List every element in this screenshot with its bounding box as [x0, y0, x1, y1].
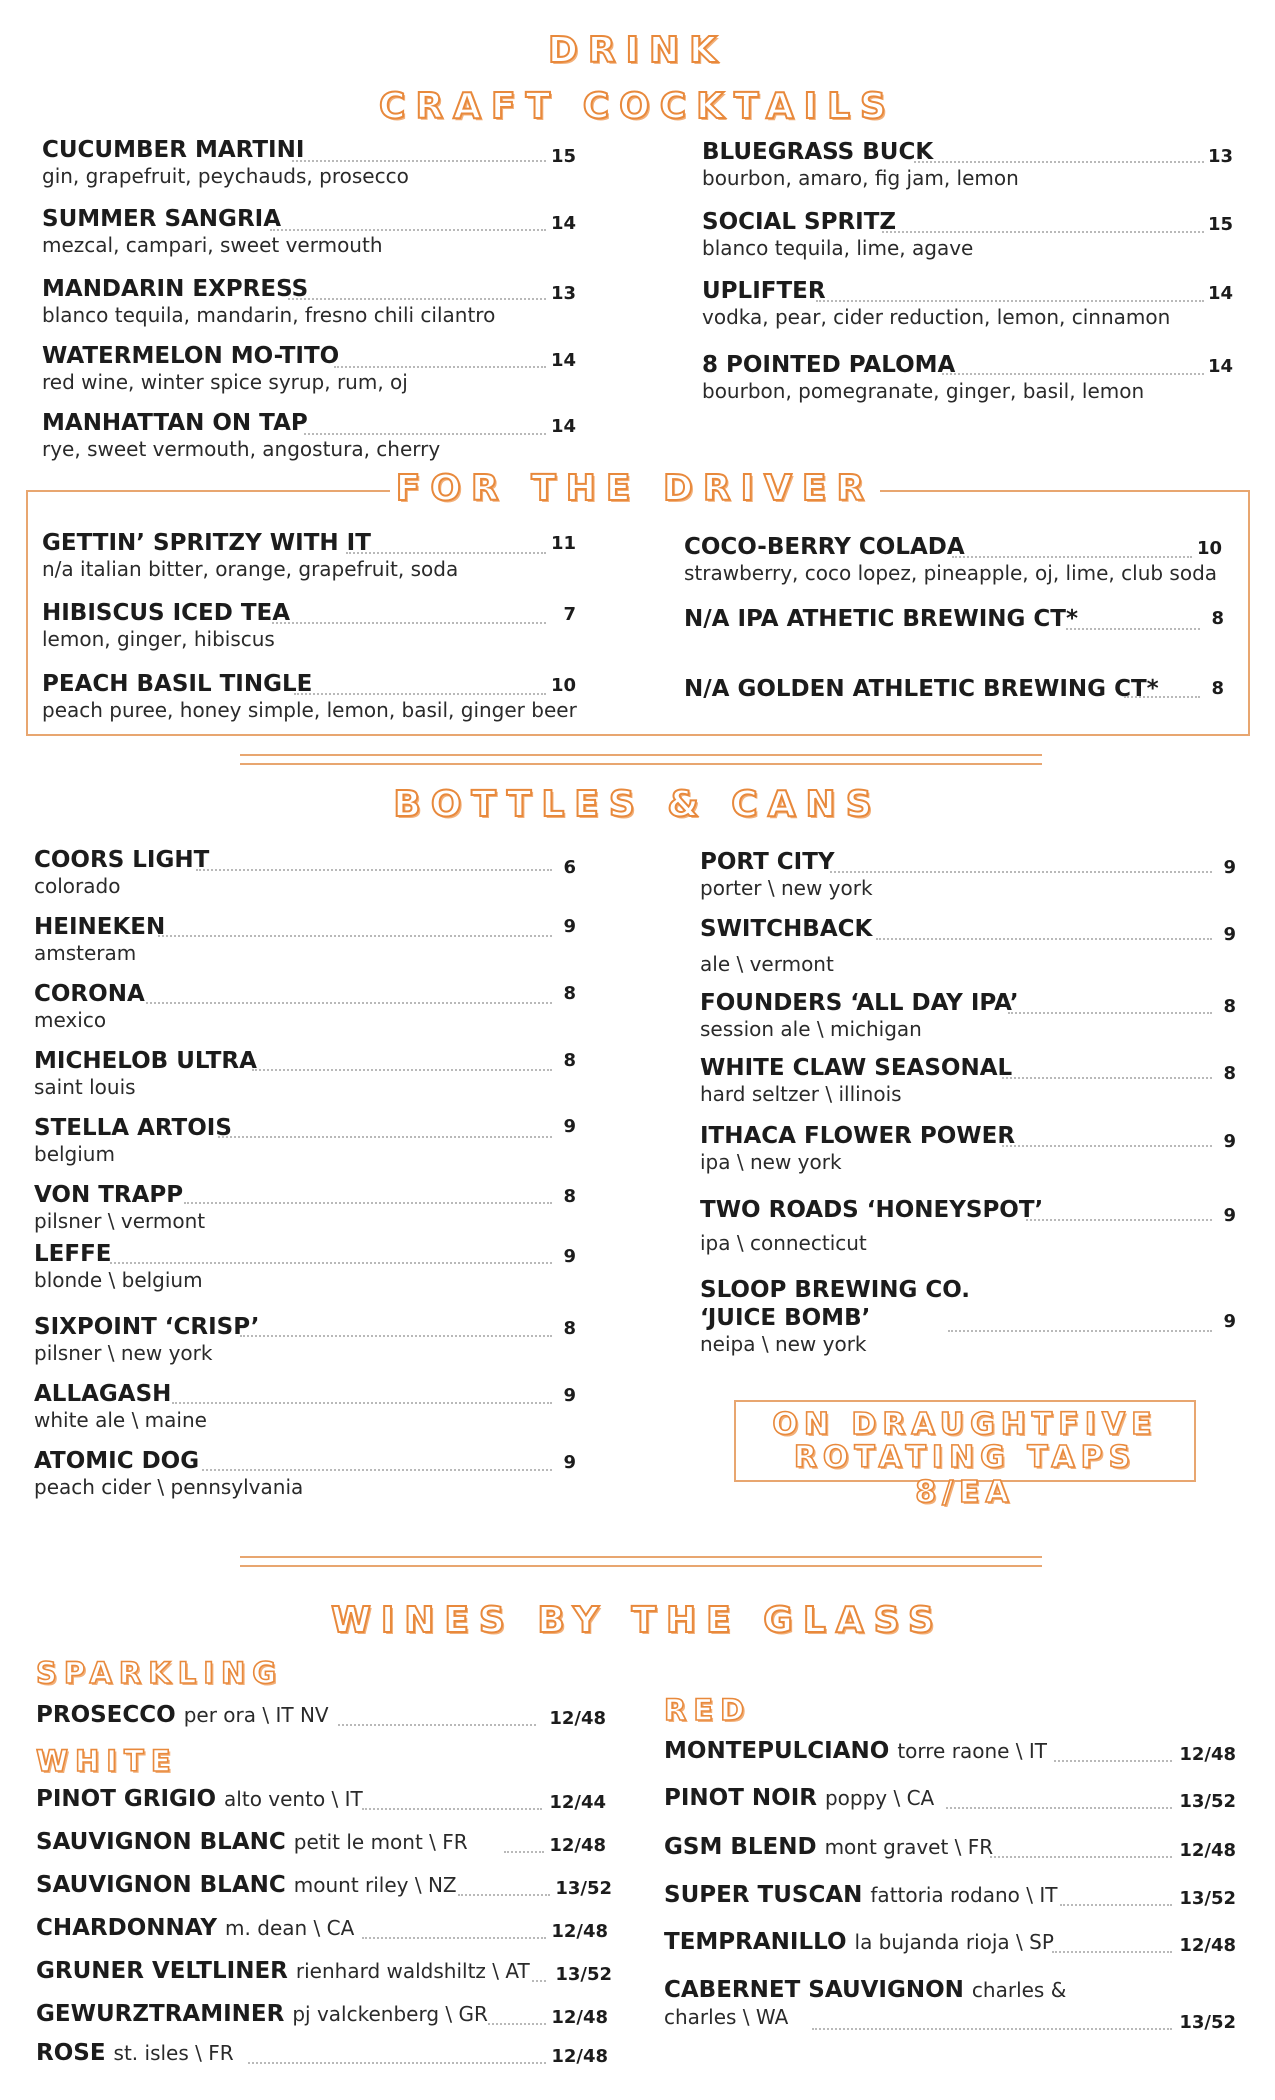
dot-leader [272, 622, 546, 624]
item-name: MICHELOB ULTRA [34, 1048, 257, 1074]
item-description: ale \ vermont [700, 952, 834, 976]
dot-leader [1002, 1077, 1212, 1079]
item-name: SWITCHBACK [700, 916, 873, 942]
dot-leader [218, 1136, 552, 1138]
section-divider [240, 1556, 1042, 1567]
item-name: LEFFE [34, 1241, 112, 1267]
dot-leader [338, 1724, 536, 1726]
dot-leader [172, 1402, 552, 1404]
wine-producer: fattoria rodano \ IT [870, 1883, 1058, 1907]
wine-producer: la bujanda rioja \ SP [854, 1930, 1054, 1954]
dot-leader [196, 869, 552, 871]
list-item [664, 1929, 1054, 1959]
list-item [34, 914, 165, 965]
item-price: 8 [1211, 608, 1224, 629]
wine-name: GEWURZTRAMINER [36, 2001, 285, 2027]
dot-leader [948, 1330, 1212, 1332]
item-price: 9 [1223, 1311, 1236, 1332]
list-item [702, 139, 1019, 190]
list-item [700, 990, 1019, 1041]
list-item [700, 1055, 1012, 1106]
item-description: mezcal, campari, sweet vermouth [42, 233, 383, 257]
wine-producer: charles & [971, 1978, 1067, 2002]
item-description: gin, grapefruit, peychauds, prosecco [42, 164, 409, 188]
wine-price: 12/48 [549, 1835, 606, 1856]
item-description: ipa \ connecticut [700, 1231, 867, 1255]
wine-producer: st. isles \ FR [113, 2041, 234, 2065]
dot-leader [288, 298, 546, 300]
dot-leader [952, 556, 1192, 558]
list-item [42, 600, 290, 651]
item-price: 9 [563, 1385, 576, 1406]
item-name: SOCIAL SPRITZ [702, 209, 897, 235]
list-item [42, 206, 383, 257]
list-item [34, 1048, 257, 1099]
item-price: 7 [563, 604, 576, 625]
item-price: 8 [563, 1050, 576, 1071]
item-price: 9 [563, 1246, 576, 1267]
item-price: 8 [563, 1318, 576, 1339]
list-item [42, 276, 495, 327]
wine-price: 12/48 [1179, 1840, 1236, 1861]
dot-leader [334, 366, 546, 368]
item-price: 8 [1223, 1063, 1236, 1084]
dot-leader [830, 871, 1212, 873]
cocktails-heading: CRAFT COCKTAILS [379, 86, 896, 127]
list-item [34, 1381, 207, 1432]
wine-name: PROSECCO [36, 1702, 176, 1728]
item-name: PORT CITY [700, 849, 835, 875]
item-description: lemon, ginger, hibiscus [42, 627, 275, 651]
list-item [34, 847, 209, 898]
dot-leader [158, 935, 552, 937]
wine-producer: pj valckenberg \ GR [292, 2002, 488, 2026]
item-description: ipa \ new york [700, 1150, 842, 1174]
list-item [702, 278, 1170, 329]
item-description: porter \ new york [700, 876, 873, 900]
item-name: GETTIN’ SPRITZY WITH IT [42, 530, 371, 556]
item-price: 8 [1211, 678, 1224, 699]
item-price: 8 [563, 983, 576, 1004]
list-item [42, 137, 409, 188]
item-name: VON TRAPP [34, 1182, 184, 1208]
draught-line-1: ON DRAUGHTFIVE [772, 1407, 1158, 1442]
wine-name: SUPER TUSCAN [664, 1882, 863, 1908]
list-item [36, 2001, 488, 2031]
dot-leader [362, 1808, 542, 1810]
wine-producer: mont gravet \ FR [824, 1835, 994, 1859]
menu-title: DRINK [547, 30, 728, 71]
item-description: blanco tequila, lime, agave [702, 236, 974, 260]
dot-leader [812, 2028, 1172, 2030]
dot-leader [252, 1069, 552, 1071]
item-price: 15 [550, 146, 576, 167]
wine-name: GSM BLEND [664, 1834, 817, 1860]
dot-leader [990, 1856, 1172, 1858]
item-name: ATOMIC DOG [34, 1448, 200, 1474]
item-description: colorado [34, 874, 121, 898]
item-name: ITHACA FLOWER POWER [700, 1123, 1016, 1149]
dot-leader [202, 1469, 552, 1471]
dot-leader [240, 1335, 552, 1337]
item-description: rye, sweet vermouth, angostura, cherry [42, 437, 441, 461]
item-description: blonde \ belgium [34, 1268, 203, 1292]
wine-name: CABERNET SAUVIGNON [664, 1977, 964, 2003]
item-description: strawberry, coco lopez, pineapple, oj, lime, club soda [684, 561, 1218, 585]
wine-producer: alto vento \ IT [224, 1787, 363, 1811]
wine-price: 12/48 [551, 2046, 608, 2067]
wine-producer: petit le mont \ FR [293, 1830, 468, 1854]
item-name: CORONA [34, 981, 145, 1007]
item-price: 9 [1223, 857, 1236, 878]
wine-producer-line2: charles \ WA [664, 2005, 789, 2029]
list-item [702, 352, 1144, 403]
wine-price: 12/48 [551, 2007, 608, 2028]
item-name: SUMMER SANGRIA [42, 206, 282, 232]
item-name: MANDARIN EXPRESS [42, 276, 309, 302]
dot-leader [304, 433, 546, 435]
list-item [42, 410, 440, 461]
driver-heading: FOR THE DRIVER [390, 468, 880, 509]
item-description: session ale \ michigan [700, 1017, 922, 1041]
draught-line-2: ROTATING TAPS 8/EA [793, 1440, 1137, 1510]
item-description: peach puree, honey simple, lemon, basil, ginger beer [42, 698, 577, 722]
item-price: 14 [1207, 356, 1233, 377]
item-description: white ale \ maine [34, 1408, 207, 1432]
list-item [700, 1197, 1043, 1255]
wine-name: GRUNER VELTLINER [36, 1958, 288, 1984]
wine-price: 12/48 [551, 1921, 608, 1942]
item-name: SIXPOINT ‘CRISP’ [34, 1314, 260, 1340]
dot-leader [942, 373, 1204, 375]
dot-leader [816, 300, 1204, 302]
item-description: mexico [34, 1008, 107, 1032]
dot-leader [146, 1002, 552, 1004]
list-item [702, 209, 973, 260]
item-price: 9 [563, 916, 576, 937]
dot-leader [1002, 1145, 1212, 1147]
dot-leader [270, 229, 546, 231]
dot-leader [110, 1262, 552, 1264]
item-price: 9 [1223, 1205, 1236, 1226]
dot-leader [184, 1202, 552, 1204]
list-item [36, 2040, 234, 2070]
dot-leader [1066, 628, 1200, 630]
wines-heading: WINES BY THE GLASS [331, 1600, 944, 1641]
bottles-heading: BOTTLES & CANS [393, 784, 882, 825]
item-price: 15 [1207, 214, 1233, 235]
item-price: 9 [1223, 1131, 1236, 1152]
wine-producer: poppy \ CA [824, 1786, 935, 1810]
list-item [684, 534, 1217, 585]
wine-price: 12/48 [549, 1708, 606, 1729]
wine-price: 13/52 [555, 1878, 612, 1899]
item-price: 8 [563, 1186, 576, 1207]
wine-price: 12/48 [1179, 1935, 1236, 1956]
wine-price: 12/44 [549, 1792, 606, 1813]
list-item [684, 676, 1159, 702]
dot-leader [1026, 1219, 1212, 1221]
list-item [36, 1872, 457, 1902]
list-item [700, 1277, 970, 1356]
list-item [34, 1241, 203, 1292]
list-item [42, 343, 408, 394]
dot-leader [914, 161, 1204, 163]
list-item [34, 1115, 232, 1166]
wine-name: PINOT NOIR [664, 1785, 817, 1811]
list-item [664, 1738, 1047, 1768]
dot-leader [248, 2062, 546, 2064]
wine-producer: per ora \ IT NV [183, 1703, 329, 1727]
item-name: CUCUMBER MARTINI [42, 137, 305, 163]
item-price: 6 [563, 857, 576, 878]
list-item [34, 1182, 205, 1233]
item-name: COCO-BERRY COLADA [684, 534, 965, 560]
draught-box [734, 1400, 1196, 1510]
item-price: 14 [550, 350, 576, 371]
list-item [42, 671, 577, 722]
dot-leader [1124, 696, 1200, 698]
item-name-line2: ‘JUICE BOMB’ [700, 1305, 871, 1331]
item-description: bourbon, pomegranate, ginger, basil, lemon [702, 379, 1145, 403]
wine-producer: rienhard waldshiltz \ AT [295, 1959, 530, 1983]
wine-producer: m. dean \ CA [225, 1916, 355, 1940]
item-price: 14 [550, 213, 576, 234]
dot-leader [346, 552, 546, 554]
item-name: HEINEKEN [34, 914, 166, 940]
item-price: 14 [1207, 283, 1233, 304]
white-heading: WHITE [36, 1744, 178, 1778]
list-item [664, 1977, 1066, 2007]
item-name: TWO ROADS ‘HONEYSPOT’ [700, 1197, 1044, 1223]
item-price: 10 [1196, 538, 1222, 559]
list-item [700, 1123, 1015, 1174]
list-item [42, 530, 458, 581]
dot-leader [292, 160, 546, 162]
red-heading: RED [664, 1693, 752, 1727]
dot-leader [946, 1807, 1172, 1809]
dot-leader [1054, 1760, 1172, 1762]
item-name: N/A GOLDEN ATHLETIC BREWING CT* [684, 676, 1159, 702]
wine-price: 12/48 [1179, 1744, 1236, 1765]
wine-price: 13/52 [555, 1964, 612, 1985]
item-description: saint louis [34, 1075, 136, 1099]
dot-leader [1008, 1012, 1212, 1014]
item-name: UPLIFTER [702, 278, 826, 304]
section-divider [240, 754, 1042, 765]
item-price: 10 [550, 675, 576, 696]
item-name: MANHATTAN ON TAP [42, 410, 308, 436]
wine-name: CHARDONNAY [36, 1915, 218, 1941]
list-item [664, 1882, 1057, 1912]
wine-price: 13/52 [1179, 1888, 1236, 1909]
item-description: pilsner \ new york [34, 1341, 213, 1365]
item-price: 9 [563, 1116, 576, 1137]
list-item [34, 1314, 259, 1365]
list-item [34, 1448, 303, 1499]
wine-name: ROSE [36, 2040, 106, 2066]
item-price: 9 [1223, 924, 1236, 945]
sparkling-heading: SPARKLING [36, 1656, 284, 1690]
item-name: WATERMELON MO-TITO [42, 343, 340, 369]
item-price: 13 [550, 283, 576, 304]
dot-leader [362, 1937, 546, 1939]
item-name: ALLAGASH [34, 1381, 172, 1407]
item-description: red wine, winter spice syrup, rum, oj [42, 370, 408, 394]
item-name: STELLA ARTOIS [34, 1115, 232, 1141]
item-name: FOUNDERS ‘ALL DAY IPA’ [700, 990, 1019, 1016]
item-name: COORS LIGHT [34, 847, 210, 873]
wine-name: SAUVIGNON BLANC [36, 1829, 286, 1855]
item-price: 14 [550, 416, 576, 437]
item-description: peach cider \ pennsylvania [34, 1475, 304, 1499]
item-name: 8 POINTED PALOMA [702, 352, 956, 378]
item-price: 9 [563, 1452, 576, 1473]
list-item [36, 1915, 354, 1945]
list-item [34, 981, 145, 1032]
dot-leader [504, 1851, 544, 1853]
item-description: neipa \ new york [700, 1332, 867, 1356]
item-name: N/A IPA ATHETIC BREWING CT* [684, 606, 1078, 632]
dot-leader [294, 693, 546, 695]
dot-leader [1060, 1904, 1172, 1906]
item-price: 8 [1223, 996, 1236, 1017]
item-name: SLOOP BREWING CO. [700, 1277, 971, 1303]
wine-name: SAUVIGNON BLANC [36, 1872, 286, 1898]
list-item [664, 1785, 934, 1815]
list-item [684, 606, 1078, 632]
item-description: pilsner \ vermont [34, 1209, 206, 1233]
list-item-continuation [664, 2005, 788, 2035]
dot-leader [458, 1894, 550, 1896]
wine-producer: torre raone \ IT [897, 1739, 1047, 1763]
dot-leader [1052, 1951, 1172, 1953]
item-name: BLUEGRASS BUCK [702, 139, 934, 165]
item-price: 11 [550, 533, 576, 554]
list-item [36, 1958, 530, 1988]
dot-leader [488, 2023, 546, 2025]
list-item [700, 916, 872, 976]
wine-price: 13/52 [1179, 1791, 1236, 1812]
item-name: PEACH BASIL TINGLE [42, 671, 313, 697]
wine-price: 13/52 [1179, 2012, 1236, 2033]
item-description: n/a italian bitter, orange, grapefruit, soda [42, 557, 459, 581]
wine-name: MONTEPULCIANO [664, 1738, 890, 1764]
item-description: amsteram [34, 941, 137, 965]
list-item [700, 849, 873, 900]
item-price: 13 [1207, 146, 1233, 167]
wine-name: PINOT GRIGIO [36, 1786, 217, 1812]
list-item [664, 1834, 993, 1864]
wine-producer: mount riley \ NZ [293, 1873, 457, 1897]
wine-name: TEMPRANILLO [664, 1929, 847, 1955]
item-description: bourbon, amaro, fig jam, lemon [702, 166, 1019, 190]
item-description: belgium [34, 1142, 115, 1166]
list-item [36, 1829, 468, 1859]
dot-leader [882, 231, 1204, 233]
item-description: blanco tequila, mandarin, fresno chili cilantro [42, 303, 496, 327]
item-description: hard seltzer \ illinois [700, 1082, 902, 1106]
list-item [36, 1702, 329, 1732]
dot-leader [876, 938, 1212, 940]
list-item [36, 1786, 363, 1816]
item-name: WHITE CLAW SEASONAL [700, 1055, 1013, 1081]
item-description: vodka, pear, cider reduction, lemon, cinnamon [702, 305, 1171, 329]
item-name: HIBISCUS ICED TEA [42, 600, 291, 626]
dot-leader [532, 1980, 546, 1982]
